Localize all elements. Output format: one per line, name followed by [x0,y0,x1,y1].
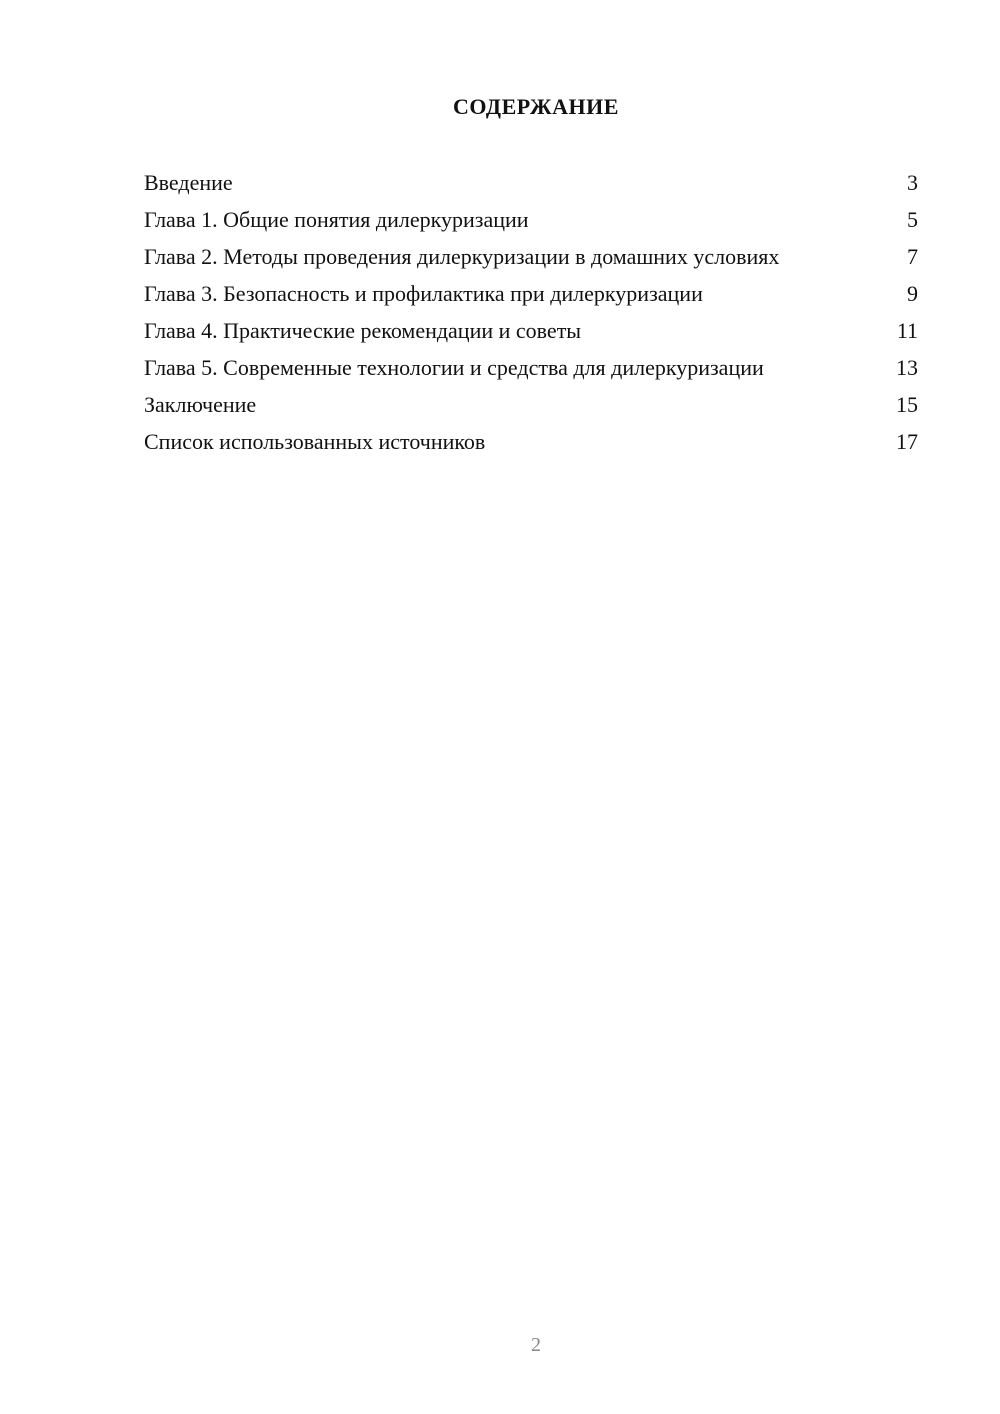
toc-entry-page: 11 [896,318,918,343]
toc-entry-page: 17 [896,429,918,454]
toc-entry-page: 13 [896,355,918,380]
toc-entry-text: Глава 1. Общие понятия дилеркуризации [144,207,529,232]
toc-entry-text: Глава 2. Методы проведения дилеркуризации в домашних условиях [144,244,780,269]
toc-entry [144,170,918,196]
toc-entry-text: Список использованных источников [144,429,486,454]
toc-entry-text: Глава 5. Современные технологии и средства для дилеркуризации [144,355,764,380]
page-title: СОДЕРЖАНИЕ [453,94,619,119]
toc-entry-text: Введение [144,170,233,195]
toc-entry [144,429,918,455]
toc-entry-text: Заключение [144,392,257,417]
toc-entry [144,318,918,344]
toc-entry-text: Глава 4. Практические рекомендации и советы [144,318,582,343]
toc-entry-page: 7 [907,244,918,269]
toc-entry-page: 9 [907,281,918,306]
toc-entry-text: Глава 3. Безопасность и профилактика при дилеркуризации [144,281,703,306]
table-of-contents [144,170,918,466]
toc-entry [144,355,918,381]
toc-entry-page: 5 [907,207,918,232]
toc-entry [144,281,918,307]
toc-entry-page: 15 [896,392,918,417]
toc-entry [144,207,918,233]
toc-entry [144,392,918,418]
page-number: 2 [531,1334,541,1356]
toc-entry-page: 3 [907,170,918,195]
toc-entry [144,244,918,270]
